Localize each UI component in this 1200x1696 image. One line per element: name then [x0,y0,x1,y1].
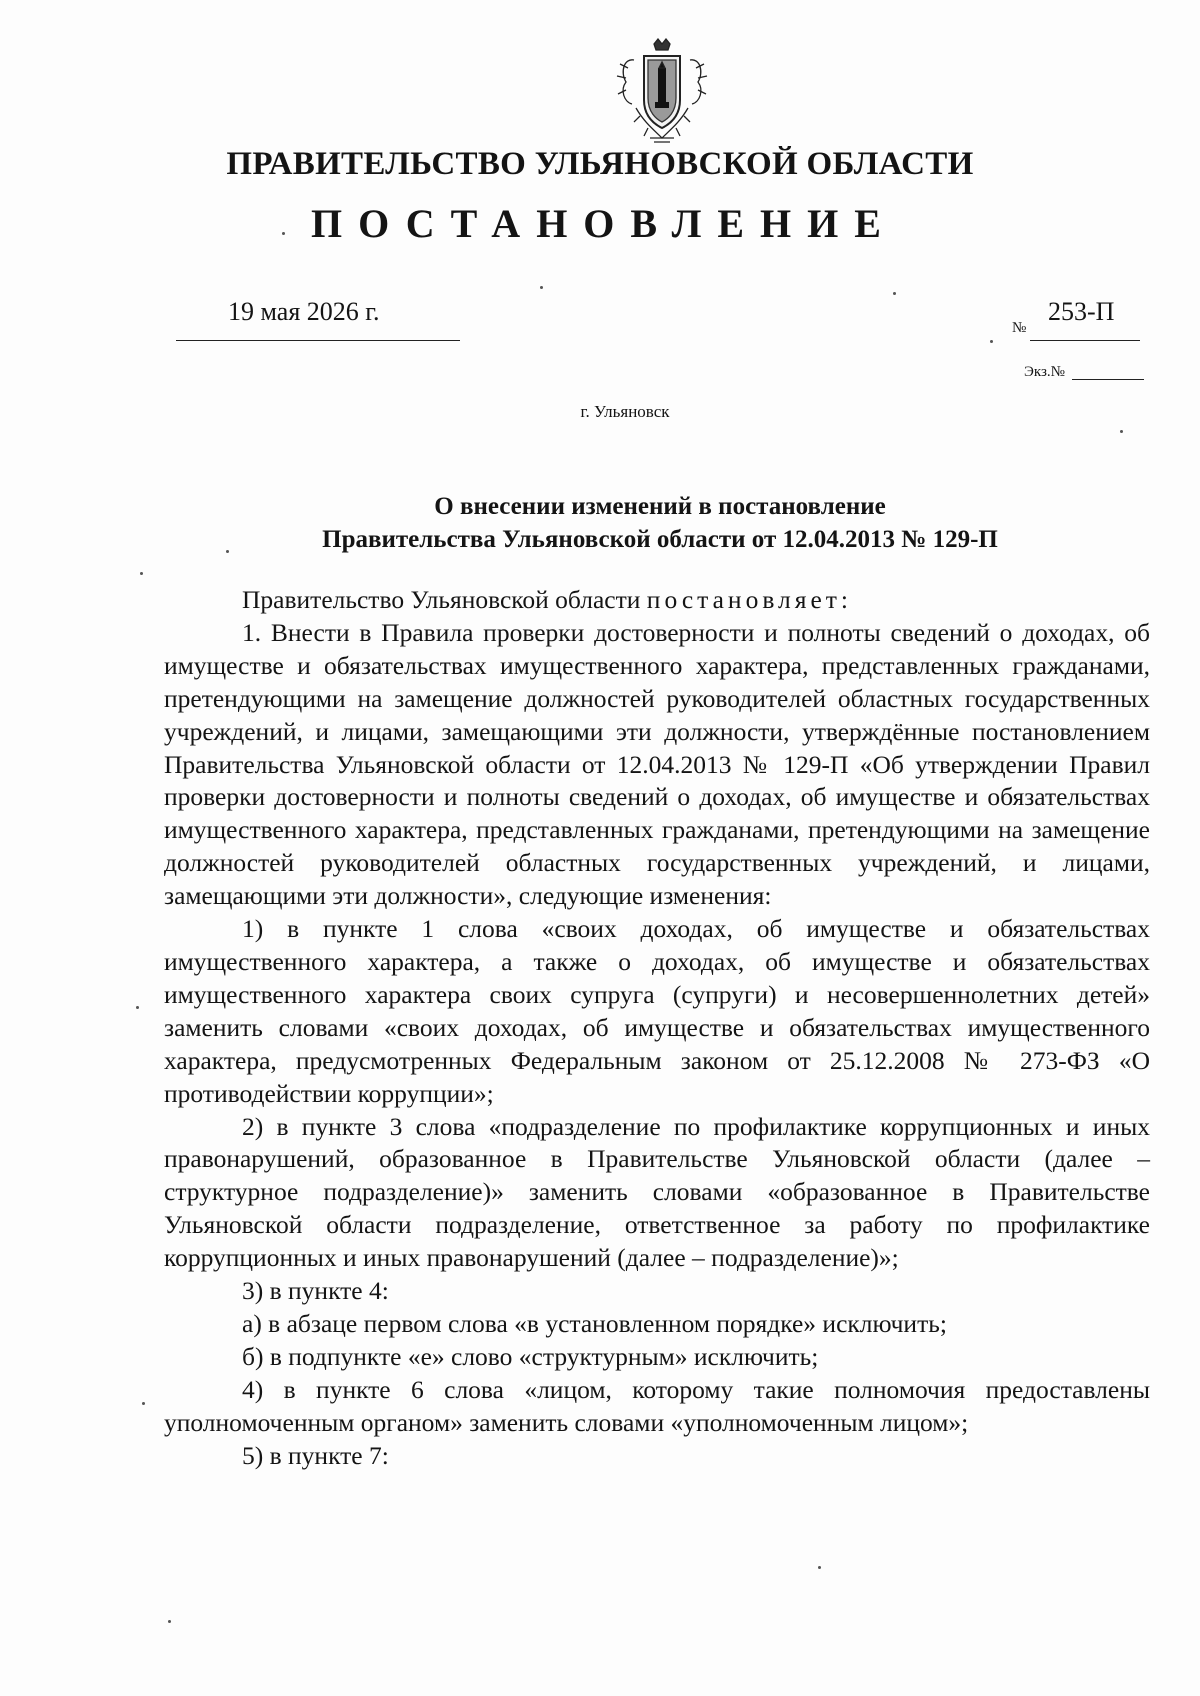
scan-speck [142,1402,145,1405]
city-name: г. Ульяновск [580,402,670,421]
subject-line-2: Правительства Ульяновской области от 12.04.2013 № 129-П [322,526,998,553]
copy-number-underline [1072,379,1144,380]
preamble [164,584,1150,617]
scan-speck [168,1620,171,1623]
document-body [164,584,1150,1472]
number-underline [1030,340,1140,341]
number-sign: № [1012,320,1027,336]
scan-speck [282,232,285,235]
item-5: 5) в пункте 7: [242,1440,389,1470]
scan-speck [136,1006,139,1009]
coat-of-arms-emblem [614,38,710,148]
item-4: 4) в пункте 6 слова «лицом, которому такие полномочия предоставлены уполномоченным органом» заменить словами «уполномоченным лицом»; [164,1374,1150,1437]
scan-speck [540,286,543,289]
scan-speck [140,572,143,575]
item-1: 1) в пункте 1 слова «своих доходах, об имуществе и обязательствах имущественного характера, а также о доходах, об имуществе и обязательствах имущественного характера своих супруга (супруги) и несовершеннолетних детей» заменить словами «своих доходах, об имуществе и обязательствах имущественного характера, предусмотренных Федеральным законом от 25.12.2008 № 273-ФЗ «О противодействии коррупции»; [164,914,1150,1108]
subject-line-1: О внесении изменений в постановление [434,493,886,520]
document-date: 19 мая 2026 г. [228,297,380,326]
item-3b: б) в подпункте «е» слово «структурным» исключить; [242,1341,819,1371]
preamble-verb: постановляет: [646,585,853,614]
scan-speck [893,292,896,295]
date-underline [176,340,460,341]
government-title: ПРАВИТЕЛЬСТВО УЛЬЯНОВСКОЙ ОБЛАСТИ [226,146,974,182]
scan-speck [226,550,229,553]
scan-speck [818,1566,821,1569]
document-number: 253-П [1048,297,1115,326]
scan-speck [1120,430,1123,433]
document-type-title: ПОСТАНОВЛЕНИЕ [311,201,897,246]
item-2: 2) в пункте 3 слова «подразделение по профилактике коррупционных и иных правонарушений, образованное в Правительстве Ульяновской области (далее – структурное подразделение)» заменить словами «образованное в Правительстве Ульяновской области подразделение, ответственное за работу по профилактике коррупционных и иных правонарушений (далее – подразделение)»; [164,1111,1150,1273]
item-3: 3) в пункте 4: [242,1276,389,1306]
copy-number-label: Экз.№ [1024,364,1065,380]
scan-speck [990,340,993,343]
preamble-text: Правительство Ульяновской области [242,585,641,614]
item-3a: а) в абзаце первом слова «в установленном порядке» исключить; [242,1308,947,1338]
paragraph-1: 1. Внести в Правила проверки достоверности и полноты сведений о доходах, об имуществе и обязательствах имущественного характера, представленных гражданами, претендующими на замещение должностей руководителей областных государственных учреждений, и лицами, замещающими эти должности, утверждённые постановлением Правительства Ульяновской области от 12.04.2013 № 129-П «Об утверждении Правил проверки достоверности и полноты сведений о доходах, об имуществе и обязательствах имущественного характера, представленных гражданами, претендующими на замещение должностей руководителей областных государственных учреждений, и лицами, замещающими эти должности», следующие изменения: [164,617,1150,911]
document-subject [160,490,1160,556]
